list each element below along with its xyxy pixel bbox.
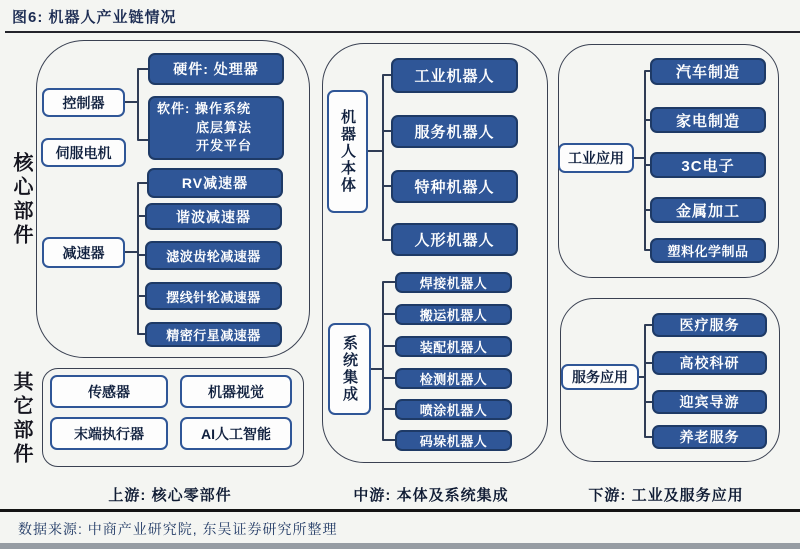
stage-label-downstream: 下游: 工业及服务应用 bbox=[588, 487, 744, 504]
node-filter-gear-reducer: 滤波齿轮减速器 bbox=[145, 241, 282, 270]
node-industrial-application: 工业应用 bbox=[558, 143, 634, 173]
node-auto-manufacturing: 汽车制造 bbox=[650, 58, 766, 85]
software-line: 开发平台 bbox=[196, 138, 253, 154]
node-software bbox=[148, 96, 284, 160]
node-reception-guide: 迎宾导游 bbox=[652, 390, 767, 414]
title-divider bbox=[5, 31, 800, 33]
bottom-strip bbox=[0, 543, 800, 549]
node-robot-body: 机器人本体 bbox=[327, 90, 368, 213]
node-reducer: 减速器 bbox=[42, 237, 125, 268]
node-special-robot: 特种机器人 bbox=[391, 170, 518, 203]
stage-label-midstream: 中游: 本体及系统集成 bbox=[353, 487, 509, 504]
node-system-integration: 系统集成 bbox=[328, 323, 371, 415]
node-hardware-processor: 硬件: 处理器 bbox=[148, 53, 284, 85]
node-controller: 控制器 bbox=[42, 88, 125, 117]
node-inspection-robot: 检测机器人 bbox=[395, 368, 512, 389]
group-label-other-components: 其它部件 bbox=[10, 371, 32, 467]
node-service-robot: 服务机器人 bbox=[391, 115, 518, 148]
node-planetary-reducer: 精密行星减速器 bbox=[145, 322, 282, 347]
software-line: 底层算法 bbox=[196, 119, 253, 135]
node-plastic-chemical: 塑料化学制品 bbox=[650, 238, 766, 263]
node-3c-electronics: 3C电子 bbox=[650, 152, 766, 178]
node-assembly-robot: 装配机器人 bbox=[395, 336, 512, 357]
node-servo-motor: 伺服电机 bbox=[41, 138, 126, 167]
data-source: 数据来源: 中商产业研究院, 东吴证券研究所整理 bbox=[18, 521, 338, 537]
node-elderly-care: 养老服务 bbox=[652, 425, 767, 449]
node-medical-service: 医疗服务 bbox=[652, 313, 767, 337]
node-service-application: 服务应用 bbox=[561, 364, 639, 390]
stage-label-upstream: 上游: 核心零部件 bbox=[108, 487, 232, 504]
node-harmonic-reducer: 谐波减速器 bbox=[145, 203, 282, 230]
node-humanoid-robot: 人形机器人 bbox=[391, 223, 518, 256]
node-university-research: 高校科研 bbox=[652, 351, 767, 375]
bottom-divider bbox=[0, 509, 800, 512]
figure-title: 图6: 机器人产业链情况 bbox=[12, 9, 177, 26]
node-handling-robot: 搬运机器人 bbox=[395, 304, 512, 325]
node-sensor: 传感器 bbox=[50, 375, 168, 408]
node-rv-reducer: RV减速器 bbox=[147, 168, 283, 198]
node-industrial-robot: 工业机器人 bbox=[391, 58, 518, 93]
node-metal-processing: 金属加工 bbox=[650, 197, 766, 223]
node-machine-vision: 机器视觉 bbox=[180, 375, 292, 408]
node-ai: AI人工智能 bbox=[180, 417, 292, 450]
group-label-core-components: 核心部件 bbox=[10, 152, 32, 248]
node-cycloid-pin-reducer: 摆线针轮减速器 bbox=[145, 282, 282, 310]
node-appliance-manufacturing: 家电制造 bbox=[650, 107, 766, 133]
node-welding-robot: 焊接机器人 bbox=[395, 272, 512, 293]
node-spraying-robot: 喷涂机器人 bbox=[395, 399, 512, 420]
node-end-effector: 末端执行器 bbox=[50, 417, 168, 450]
node-palletizing-robot: 码垛机器人 bbox=[395, 430, 512, 451]
software-line: 软件: 操作系统 bbox=[157, 100, 251, 116]
